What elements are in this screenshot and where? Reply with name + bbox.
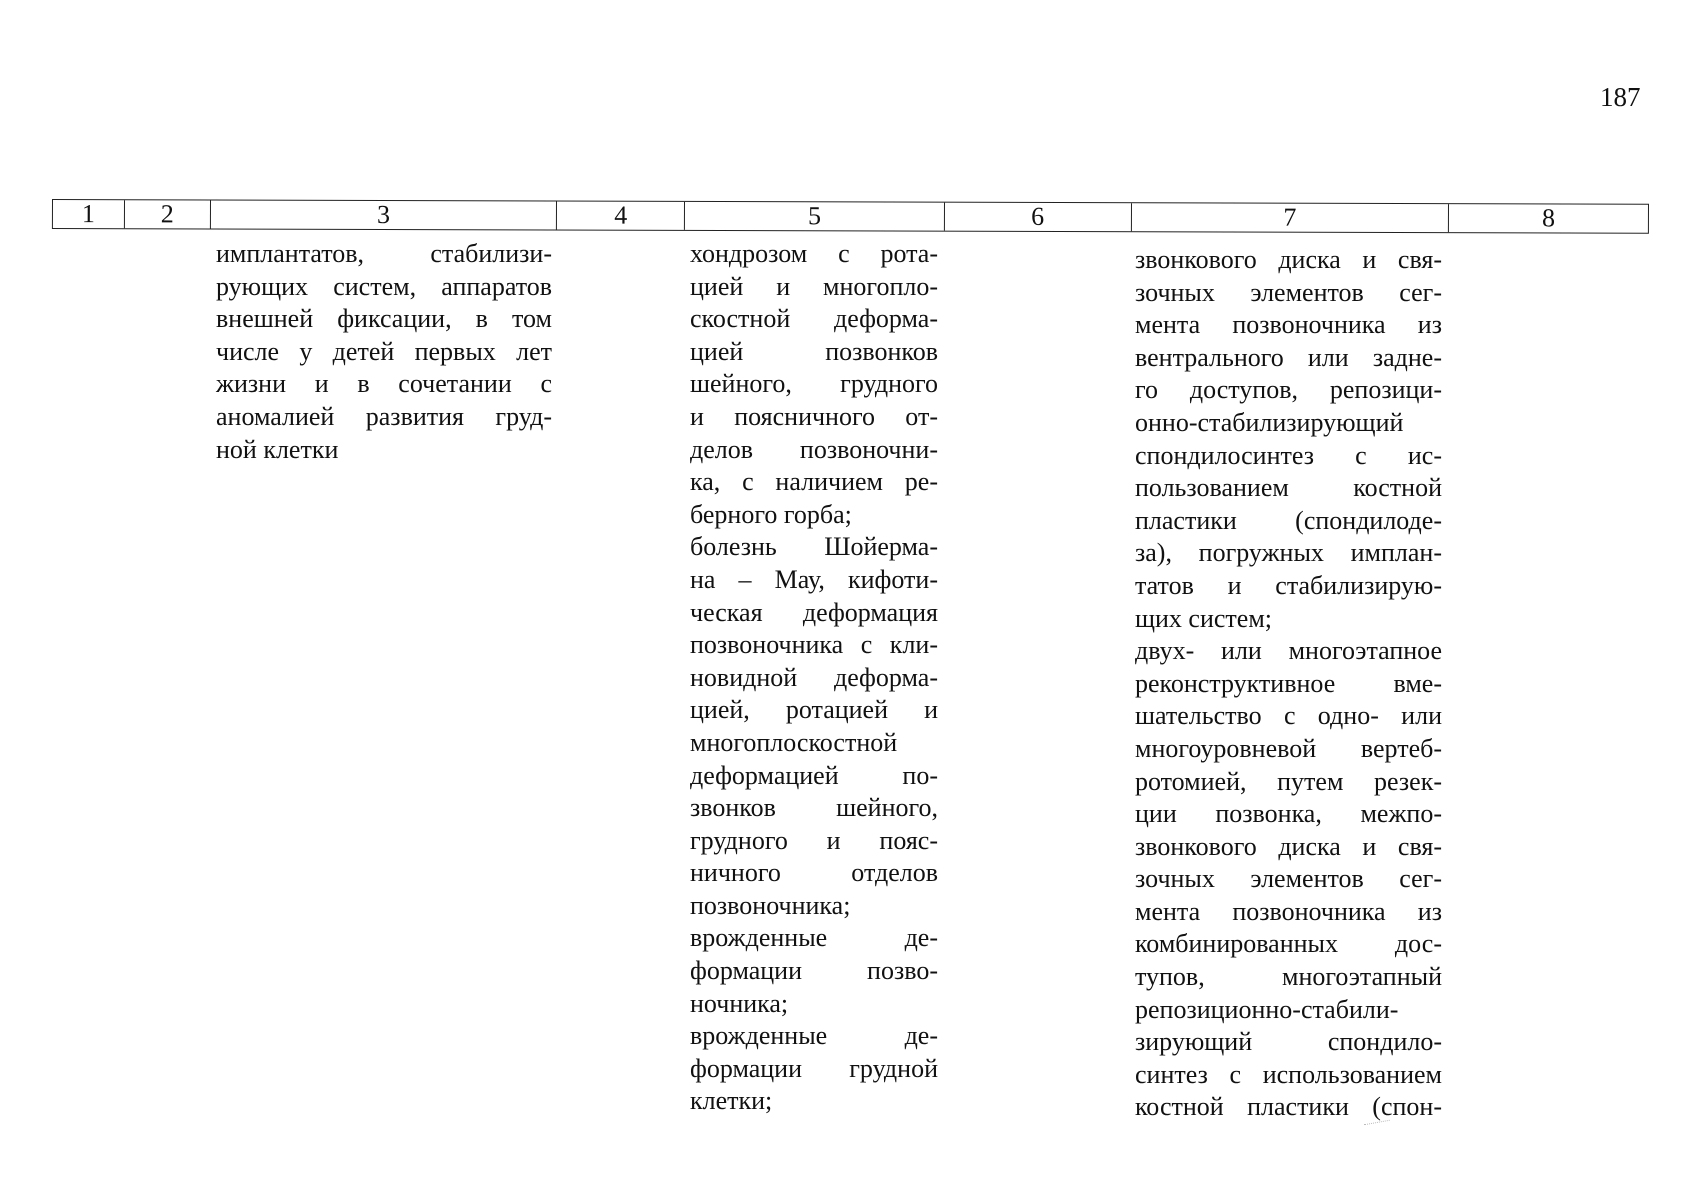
text-line: числе у детей первых лет — [216, 336, 552, 366]
page-number: 187 — [1600, 82, 1641, 112]
text-line: звонкового диска и свя- — [1135, 831, 1442, 861]
text-line: ка, с наличием ре- — [690, 467, 938, 497]
text-line: двух- или многоэтапное — [1135, 636, 1442, 666]
text-line: берного горба; — [690, 499, 852, 529]
text-line: формации грудной — [690, 1053, 938, 1083]
text-line: щих систем; — [1135, 603, 1273, 633]
text-line: за), погружных имплан- — [1135, 538, 1442, 568]
text-line: звонкового диска и свя- — [1135, 245, 1442, 274]
text-line: формации позво- — [690, 956, 938, 986]
text-line: вентрального или задне- — [1135, 342, 1442, 372]
text-line: зирующий спондило- — [1135, 1027, 1442, 1057]
header-cell-7: 7 — [1132, 203, 1450, 232]
header-cell-8: 8 — [1542, 203, 1556, 233]
column-3-text — [216, 238, 552, 466]
text-line: мента позвоночника из — [1135, 310, 1442, 340]
text-line: позвоночника с кли- — [690, 630, 938, 660]
column-7-text — [1135, 244, 1442, 1124]
text-line: на – Мау, кифоти- — [690, 564, 938, 594]
text-line: врожденные де- — [690, 1021, 938, 1051]
text-line: имплантатов, стабилизи- — [216, 239, 552, 268]
text-line: репозиционно-стабили- — [1135, 994, 1399, 1024]
text-line: татов и стабилизирую- — [1135, 570, 1442, 600]
text-line: комбинированных дос- — [1135, 929, 1442, 959]
text-line: мента позвоночника из — [1135, 896, 1442, 926]
text-line: грудного и пояс- — [690, 825, 938, 855]
text-line: многоуровневой вертеб- — [1135, 733, 1442, 763]
text-line: ротомией, путем резек- — [1135, 766, 1442, 796]
text-line: врожденные де- — [690, 923, 938, 953]
text-line: новидной деформа- — [690, 662, 938, 692]
header-cell-4: 4 — [557, 201, 685, 229]
text-line: шательство с одно- или — [1135, 701, 1442, 731]
text-line: хондрозом с рота- — [690, 239, 938, 268]
header-cell-6: 6 — [945, 203, 1132, 232]
text-line: онно-стабилизирующий — [1135, 407, 1404, 437]
text-line: позвоночника; — [690, 890, 851, 920]
column-5-text — [690, 238, 938, 1118]
text-line: го доступов, репозици- — [1135, 375, 1442, 405]
text-line: делов позвоночни- — [690, 434, 938, 464]
text-line: реконструктивное вме- — [1135, 668, 1442, 698]
text-line: рующих систем, аппаратов — [216, 271, 552, 301]
header-cell-2: 2 — [125, 200, 211, 228]
text-line: звонков шейного, — [690, 793, 938, 823]
text-line: спондилосинтез с ис- — [1135, 440, 1442, 470]
header-cell-1: 1 — [53, 200, 125, 228]
text-line: зочных элементов сег- — [1135, 864, 1442, 894]
text-line: ничного отделов — [690, 858, 938, 888]
header-cell-3: 3 — [211, 200, 558, 229]
text-line: пользованием костной — [1135, 473, 1442, 503]
text-line: многоплоскостной — [690, 727, 898, 757]
text-line: ночника; — [690, 988, 789, 1018]
text-line: и поясничного от- — [690, 401, 938, 431]
text-line: болезнь Шойерма- — [690, 532, 938, 562]
text-line: шейного, грудного — [690, 369, 938, 399]
text-line: деформацией по- — [690, 760, 938, 790]
text-line: ной клетки — [216, 434, 339, 464]
text-line: ции позвонка, межпо- — [1135, 799, 1442, 829]
text-line: синтез с использованием — [1135, 1059, 1442, 1089]
text-line: пластики (спондилоде- — [1135, 505, 1442, 535]
text-line: тупов, многоэтапный — [1135, 962, 1442, 992]
text-line: клетки; — [690, 1086, 773, 1116]
text-line: ческая деформация — [690, 597, 938, 627]
text-line: цией позвонков — [690, 336, 938, 366]
text-line: скостной деформа- — [690, 304, 938, 334]
text-line: цией, ротацией и — [690, 695, 938, 725]
text-line: зочных элементов сег- — [1135, 277, 1442, 307]
header-cell-5: 5 — [685, 202, 945, 231]
text-line: цией и многопло- — [690, 271, 938, 301]
text-line: аномалией развития груд- — [216, 401, 552, 431]
text-line: жизни и в сочетании с — [216, 369, 552, 399]
text-line: внешней фиксации, в том — [216, 304, 552, 334]
table-header-row — [52, 199, 1649, 234]
text-line: костной пластики (спон- — [1135, 1092, 1442, 1122]
